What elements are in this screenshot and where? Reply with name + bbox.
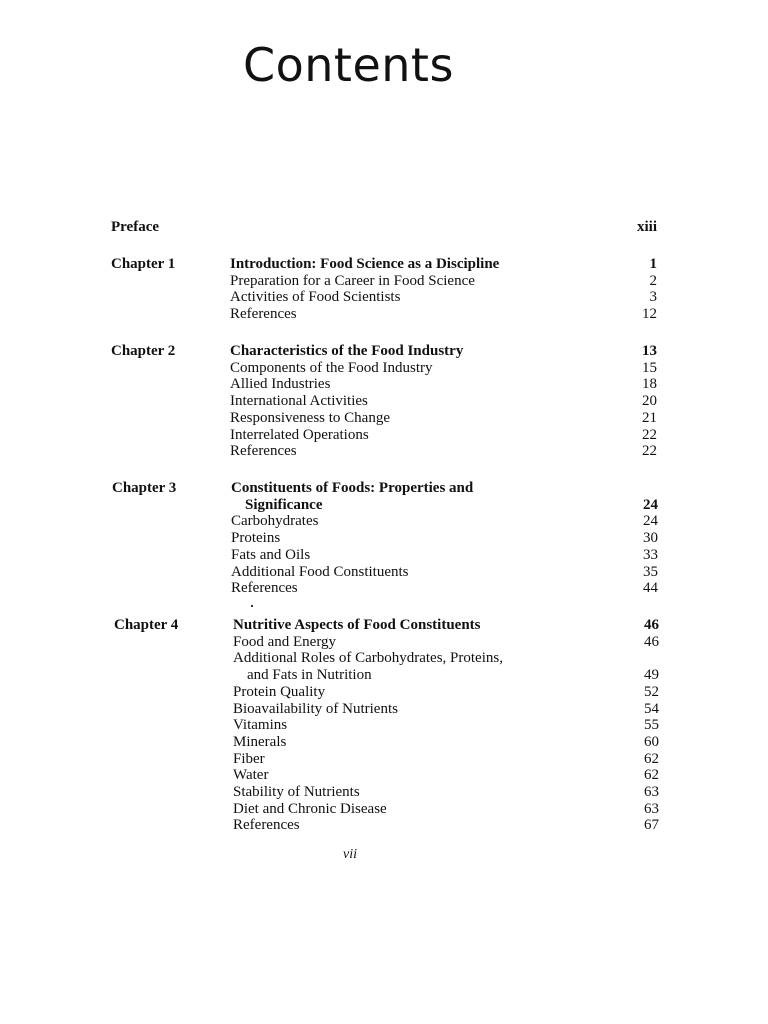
stray-mark [251, 605, 253, 607]
toc-row [0, 443, 768, 460]
toc-row [0, 273, 768, 290]
section-title: Responsiveness to Change [230, 409, 390, 426]
toc-row [0, 427, 768, 444]
page-ref: 63 [644, 800, 659, 817]
toc-row-preface [0, 219, 768, 236]
toc-row [0, 256, 768, 273]
chapter-title: Introduction: Food Science as a Discipline [230, 256, 500, 272]
page-ref: 22 [642, 426, 657, 443]
section-title: International Activities [230, 393, 368, 410]
page-ref: 35 [643, 563, 658, 580]
preface-page: xiii [636, 219, 657, 235]
toc-row [0, 751, 768, 768]
toc-row [0, 564, 768, 581]
page-ref: 30 [643, 530, 658, 547]
section-title: Minerals [233, 733, 287, 750]
page-ref: 2 [649, 272, 657, 289]
page-ref: 54 [644, 700, 659, 717]
toc-row [0, 617, 768, 634]
toc-row [0, 801, 768, 818]
section-title: Preparation for a Career in Food Science [230, 272, 475, 289]
page-ref: 67 [644, 817, 659, 834]
toc-row [0, 717, 768, 734]
toc-row [0, 480, 768, 497]
section-title: Water [233, 767, 269, 784]
page-ref: 62 [644, 750, 659, 767]
toc-row [0, 701, 768, 718]
toc-row [0, 784, 768, 801]
page-ref: 55 [644, 717, 659, 734]
toc-row [0, 667, 768, 684]
toc-row [0, 684, 768, 701]
section-title: Allied Industries [230, 376, 331, 393]
toc-row [0, 497, 768, 514]
page-ref: 20 [642, 393, 657, 410]
page-ref: 60 [644, 733, 659, 750]
toc-row [0, 650, 768, 667]
page-ref: 24 [643, 513, 658, 530]
toc-row [0, 410, 768, 427]
page-title: Contents [243, 38, 454, 92]
page-ref: 62 [644, 767, 659, 784]
chapter-title: Nutritive Aspects of Food Constituents [233, 617, 481, 633]
section-title: References [230, 443, 297, 460]
page-ref: 24 [643, 496, 658, 513]
toc-row [0, 547, 768, 564]
page-ref: 33 [643, 546, 658, 563]
section-title: Fats and Oils [231, 546, 311, 563]
toc-row [0, 376, 768, 393]
chapter-label: Chapter 4 [114, 617, 179, 633]
chapter-label: Chapter 3 [112, 480, 177, 496]
toc-row [0, 530, 768, 547]
page-ref: 15 [642, 359, 657, 376]
section-title: Protein Quality [233, 683, 326, 700]
section-title: Carbohydrates [231, 513, 319, 530]
section-title: References [230, 306, 297, 323]
preface-label: Preface [111, 219, 160, 235]
toc-row [0, 360, 768, 377]
page-ref: 13 [642, 343, 657, 359]
page-ref: 22 [642, 443, 657, 460]
chapter-title: Significance [245, 496, 323, 513]
section-title: Additional Food Constituents [231, 563, 409, 580]
section-title: References [231, 580, 298, 597]
page-number: vii [343, 847, 357, 862]
section-title: Bioavailability of Nutrients [233, 700, 398, 717]
section-title: Vitamins [233, 717, 288, 734]
page-ref: 49 [644, 667, 659, 684]
page-ref: 46 [644, 617, 659, 633]
toc-row [0, 343, 768, 360]
page-ref: 12 [642, 306, 657, 323]
section-title: Stability of Nutrients [233, 784, 360, 800]
toc-row [0, 580, 768, 597]
chapter-title: Characteristics of the Food Industry [230, 343, 464, 359]
section-title: References [233, 817, 300, 834]
toc-row [0, 393, 768, 410]
section-title: Additional Roles of Carbohydrates, Proteins, [233, 650, 503, 667]
section-title: Activities of Food Scientists [230, 289, 401, 306]
toc-row [0, 306, 768, 323]
toc-row [0, 734, 768, 751]
page-ref: 44 [643, 580, 658, 597]
page-ref: 21 [642, 409, 657, 426]
section-title: Diet and Chronic Disease [233, 800, 387, 817]
toc-row [0, 767, 768, 784]
section-title: Fiber [233, 750, 265, 767]
toc-row [0, 817, 768, 834]
page-ref: 3 [649, 289, 657, 306]
section-title: Components of the Food Industry [230, 359, 433, 376]
page-ref: 46 [644, 633, 659, 650]
toc-row [0, 289, 768, 306]
page-ref: 1 [649, 256, 657, 272]
chapter-label: Chapter 1 [111, 256, 176, 272]
page-ref: 52 [644, 683, 659, 700]
chapter-title: Constituents of Foods: Properties and [231, 480, 474, 496]
section-title: and Fats in Nutrition [247, 667, 372, 684]
toc-row [0, 513, 768, 530]
page-ref: 18 [642, 376, 657, 393]
chapter-label: Chapter 2 [111, 343, 176, 359]
section-title: Proteins [231, 530, 281, 547]
toc-row [0, 634, 768, 651]
section-title: Interrelated Operations [230, 426, 369, 443]
page-ref: 63 [644, 784, 659, 800]
section-title: Food and Energy [233, 633, 337, 650]
